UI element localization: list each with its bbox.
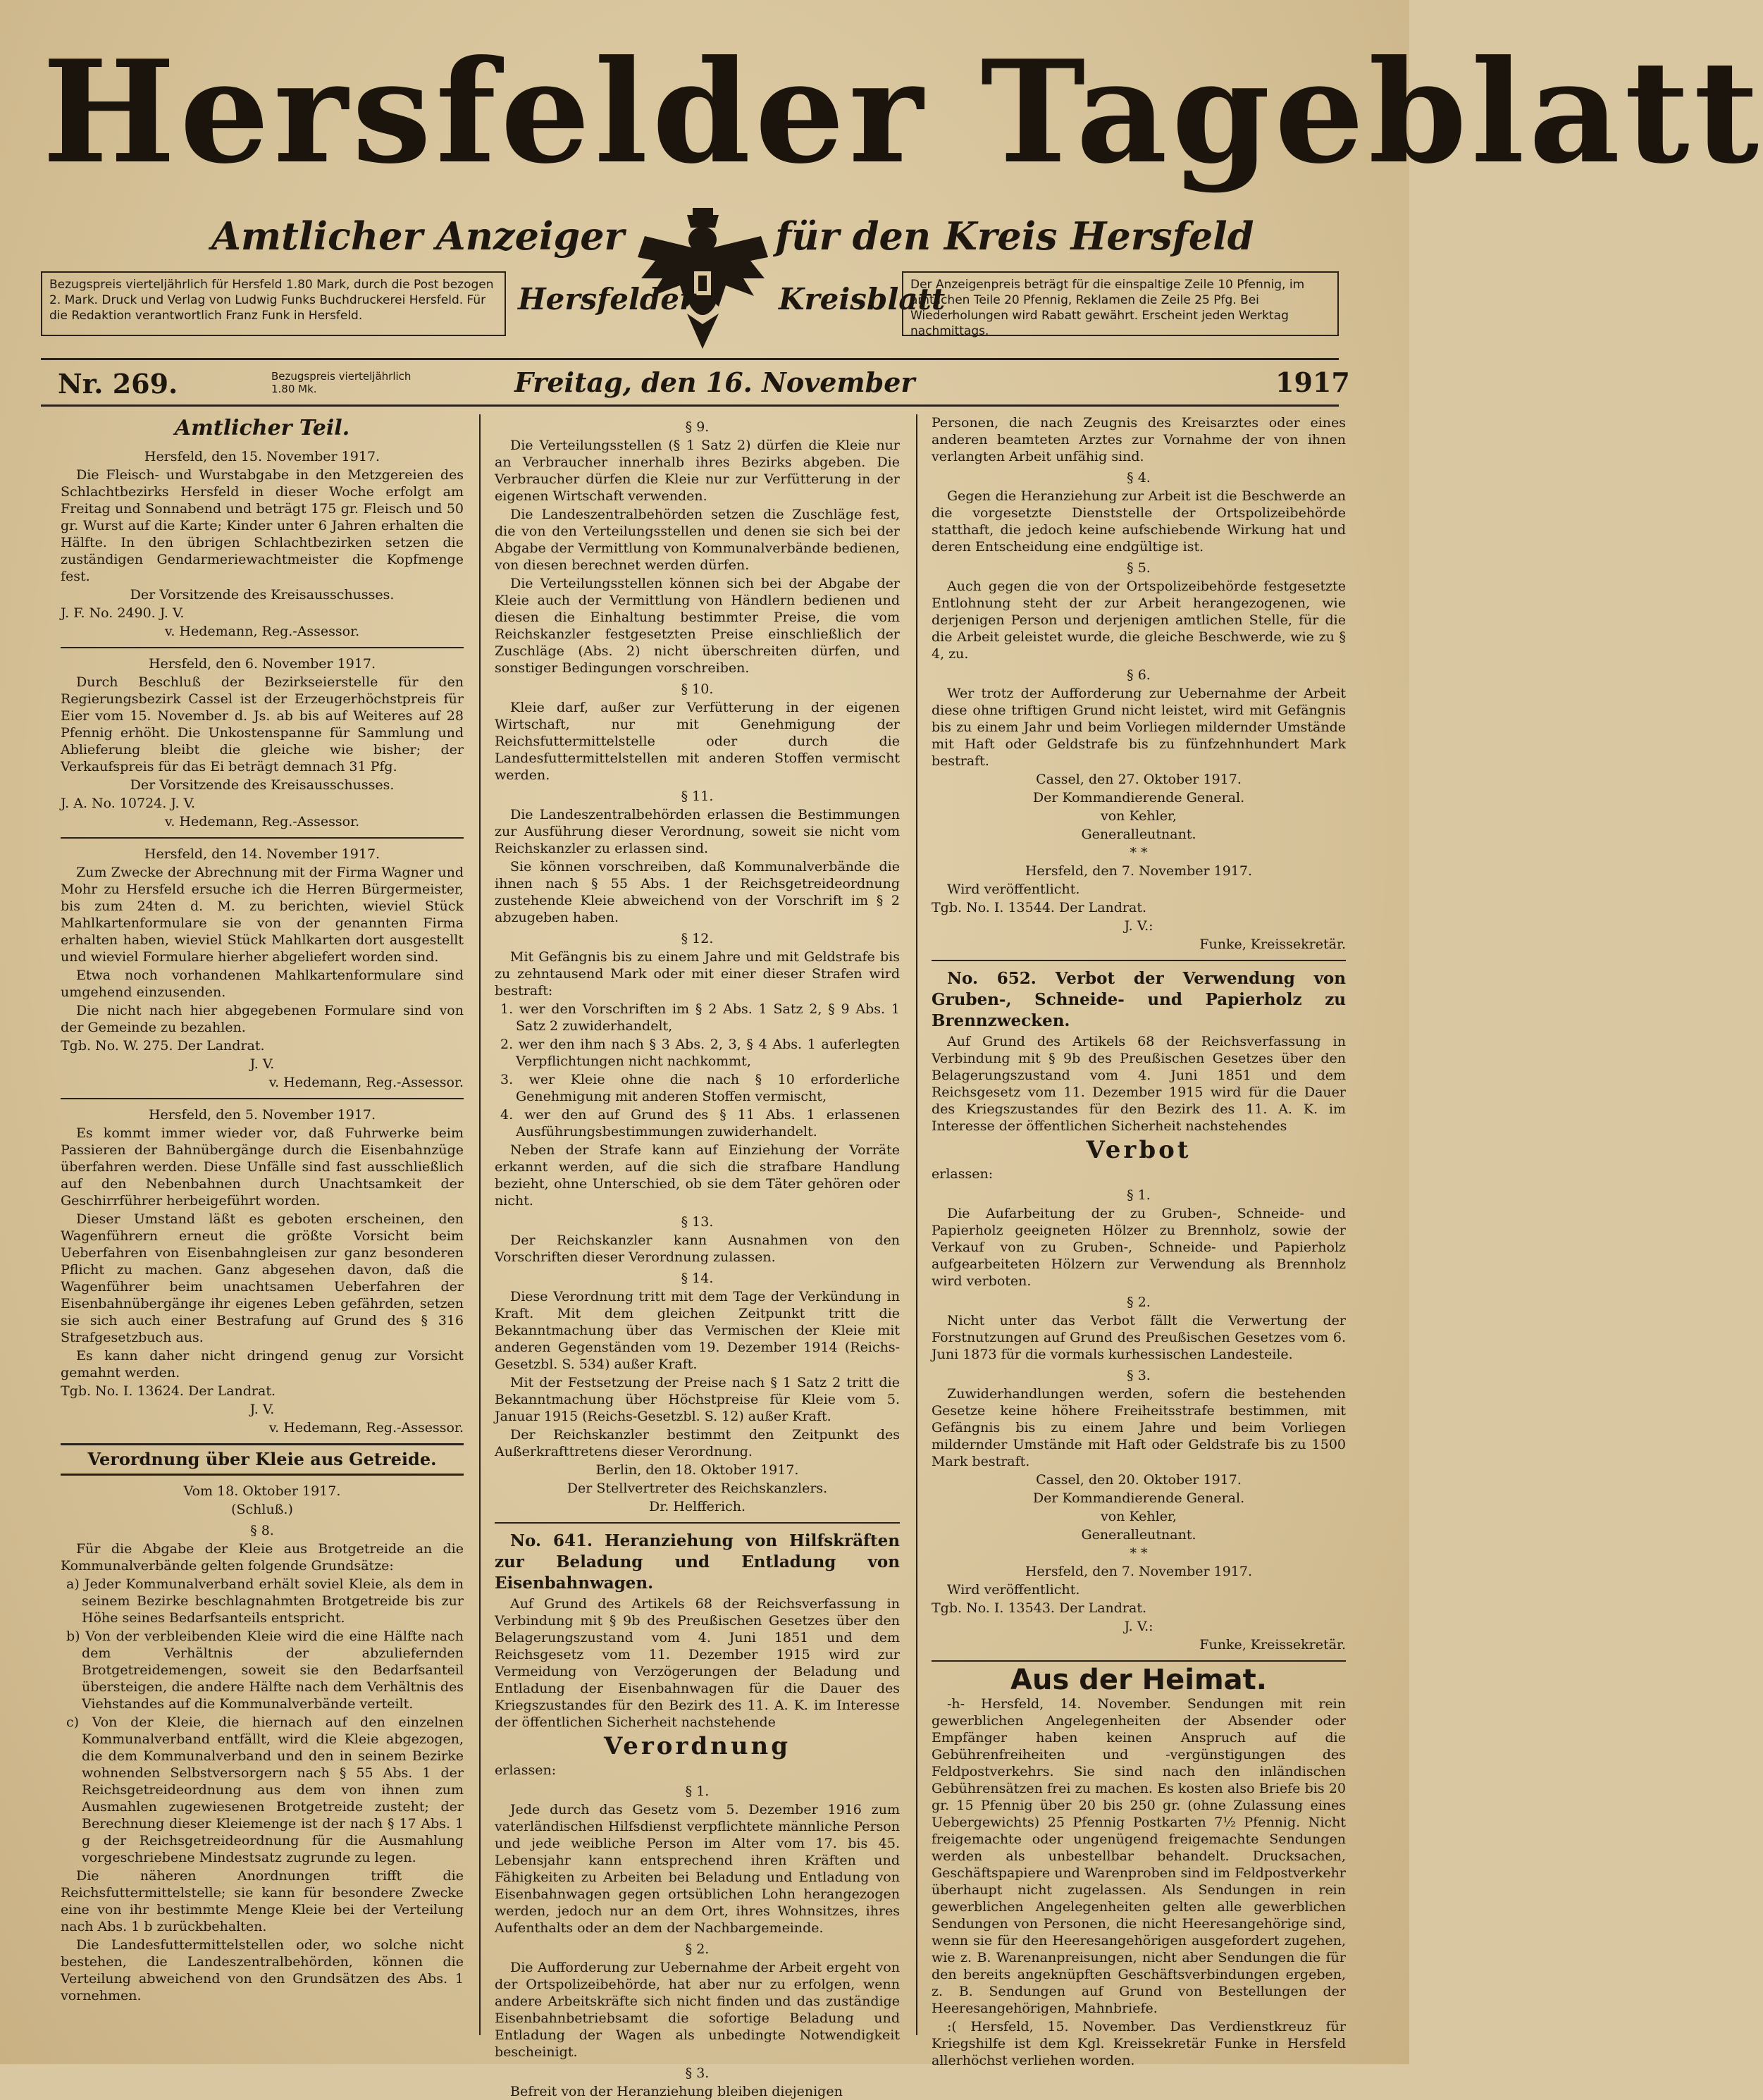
newspaper-title: Hersfelder Tageblatt: [42, 30, 1763, 195]
dateline: Berlin, den 18. Oktober 1917.: [595, 1462, 799, 1478]
penalty-list: [495, 1001, 900, 1140]
article-text: Neben der Strafe kann auf Einziehung der Vorräte erkannt werden, auf die sich die strafbare Handlung bezieht, ohne Unterschied, ob sie dem Täter gehören oder nicht.: [495, 1142, 900, 1209]
dateline: Hersfeld, den 7. November 1917.: [1025, 863, 1253, 879]
signature: Generalleutnant.: [1081, 1527, 1196, 1543]
date-rule: [41, 404, 1339, 407]
separator: [61, 1098, 464, 1099]
paragraph-number: § 1.: [685, 1784, 710, 1799]
list-item: b) Von der verbleibenden Kleie wird die eine Hälfte nach dem Verhältnis der abzuliefernden Brotgetreidemengen, soweit sie den Bedarfsanteil übersteigen, die andere Hälfte nach dem Verhältnis des Viehstandes auf die Kommunalverbände verteilt.: [66, 1629, 464, 1712]
article-text: Jede durch das Gesetz vom 5. Dezember 1916 zum vaterländischen Hilfsdienst verpflichtete männliche Person und jede weibliche Person im Alter vom 17. bis 45. Lebensjahr kann entsprechend ihren Kräften und Fähigkeiten zu Arbeiten bei Beladung und Entladung von Eisenbahnwagen gegen ortsüblichen Lohn herangezogen werden, jedoch nur an dem Ort, ihres Wohnsitzes, ihres Aufenthalts oder an dem der Nachbargemeinde.: [495, 1802, 900, 1936]
signature: Dr. Helfferich.: [648, 1499, 746, 1514]
article-text: Die nicht nach hier abgegebenen Formulare sind von der Gemeinde zu bezahlen.: [61, 1003, 464, 1035]
issue-price: [271, 370, 411, 395]
paragraph-number: § 11.: [681, 789, 714, 804]
issue-number: Nr. 269.: [58, 368, 178, 400]
kreisblatt-label-right: Kreisblatt: [779, 282, 946, 316]
paragraph-number: § 3.: [1127, 1368, 1151, 1383]
signature: Der Stellvertreter des Reichskanzlers.: [567, 1481, 828, 1496]
article-text: Wer trotz der Aufforderung zur Uebernahme der Arbeit diese ohne triftigen Grund nicht leistet, wird mit Gefängnis bis zu einem Jahr und beim Vorliegen mildernder Umstände mit Haft oder Geldstrafe bis zu fünfzehnhundert Mark bestraft.: [932, 686, 1346, 769]
article-text: Wird veröffentlicht.: [947, 882, 1080, 897]
dateline: Hersfeld, den 14. November 1917.: [144, 846, 381, 862]
verbot-title: Verbot: [1086, 1136, 1192, 1164]
verordnung-heading: Verordnung über Kleie aus Getreide.: [61, 1443, 464, 1476]
signature: v. Hedemann, Reg.-Assessor.: [268, 1075, 464, 1090]
section-heading-heimat: Aus der Heimat.: [1010, 1664, 1267, 1696]
signature: Funke, Kreissekretär.: [1199, 937, 1346, 952]
signature: J. V.: [249, 1402, 275, 1417]
signature: J. V.: [249, 1056, 275, 1072]
article-text: Die Aufarbeitung der zu Gruben-, Schneide- und Papierholz geeigneten Hölzer zu Brennholz, sowie der Verkauf von zu Gruben-, Schneide- und Papierholz aufgearbeiteten Hölzern zur Verwendung als Brennholz wird verboten.: [932, 1206, 1346, 1289]
column-divider-2: [916, 414, 917, 2035]
paragraph-number: § 8.: [250, 1523, 274, 1538]
article-text: Etwa noch vorhandenen Mahlkartenformulare sind umgehend einzusenden.: [61, 968, 464, 1000]
article-text: Personen, die nach Zeugnis des Kreisarztes oder eines anderen beamteten Arztes zur Vornahme der von ihnen verlangten Arbeit unfähig sind.: [932, 415, 1346, 464]
article-text: Der Reichskanzler bestimmt den Zeitpunkt des Außerkrafttretens dieser Verordnung.: [495, 1427, 900, 1459]
paragraph-number: § 12.: [681, 931, 714, 946]
signature: J. V.:: [1124, 1619, 1153, 1634]
paragraph-number: § 14.: [681, 1271, 714, 1286]
verordnung-schluss: (Schluß.): [231, 1502, 293, 1517]
article-text: Befreit von der Heranziehung bleiben diejenigen: [510, 2084, 843, 2099]
star-divider: * *: [1130, 845, 1148, 860]
signature: v. Hedemann, Reg.-Assessor.: [164, 814, 360, 829]
article-text: Nicht unter das Verbot fällt die Verwertung der Forstnutzungen auf Grund des Preußischen Gesetzes vom 6. Juni 1873 für die vormals kurhessischen Landesteile.: [932, 1313, 1346, 1362]
article-text: Die näheren Anordnungen trifft die Reichsfuttermittelstelle; sie kann für besondere Zwecke eine von ihr bestimmte Menge Kleie bei der Verteilung nach Abs. 1 b zurückbehalten.: [61, 1868, 464, 1934]
signature: Funke, Kreissekretär.: [1199, 1637, 1346, 1653]
article-text: Es kommt immer wieder vor, daß Fuhrwerke beim Passieren der Bahnübergänge durch die Eisenbahnzüge überfahren werden. Diese Unfälle sind fast ausschließlich auf den Nebenbahnen durch Unachtsamkeit der Geschirrführer herbeigeführt worden.: [61, 1125, 464, 1209]
separator: [495, 1522, 900, 1524]
erlassen-label: erlassen:: [932, 1166, 994, 1182]
separator: [932, 960, 1346, 961]
notice-heading-652: No. 652. Verbot der Verwendung von Gruben-, Schneide- und Papierholz zu Brennzwecken.: [932, 969, 1346, 1030]
separator: [61, 837, 464, 839]
article-text: -h- Hersfeld, 14. November. Sendungen mit rein gewerblichen Angelegenheiten der Absender oder Empfänger haben keinen Anspruch auf die Gebührenfreiheiten und -vergünstigungen des Feldpostverkehrs. Sie sind nach den inländischen Gebührensätzen frei zu machen. Es kosten also Briefe bis 20 gr. 15 Pfennig über 20 bis 250 gr. (ohne Zulassung eines Uebergewichts) 25 Pfennig Postkarten 7½ Pfennig. Nicht freigemachte oder ungenügend freigemachte Sendungen werden als unbestellbar behandelt. Drucksachen, Geschäftspapiere und Warenproben sind im Feldpostverkehr überhaupt nicht zugelassen. Als Sendungen in rein gewerblichen Angelegenheiten gelten alle gewerblichen Sendungen von Personen, die nicht Heeresangehörige sind, wenn sie für den Heeresangehörigen ausgefordert zugehen, wie z. B. Warenanpreisungen, nicht aber Sendungen die für den bereits angeknüpften Geschäftsverbindungen ergeben, z. B. Sendungen auf Grund von Bestellungen der Heeresangehörigen, Mahnbriefe.: [932, 1696, 1346, 2016]
article-text: Mit der Festsetzung der Preise nach § 1 Satz 2 tritt die Bekanntmachung über Höchstpreise für Kleie vom 5. Januar 1915 (Reichs-Gesetzbl. S. 12) außer Kraft.: [495, 1375, 900, 1424]
issue-year: 1917: [1275, 366, 1350, 398]
star-divider: * *: [1130, 1545, 1148, 1561]
list-item: 3. wer Kleie ohne die nach § 10 erforderliche Genehmigung mit anderen Stoffen vermischt,: [500, 1072, 900, 1104]
article-text: Auch gegen die von der Ortspolizeibehörde festgesetzte Entlohnung steht der zur Arbeit herangezogenen, wie derjenigen Person und derjenigen amtlichen Stelle, für die die Arbeit geleistet wurde, die gleiche Beschwerde, wie zu § 4, zu.: [932, 579, 1346, 662]
signature: von Kehler,: [1101, 808, 1177, 824]
dateline: Cassel, den 20. Oktober 1917.: [1036, 1472, 1242, 1488]
issue-price-line1: Bezugspreis vierteljährlich: [271, 370, 412, 383]
verordnung-date: Vom 18. Oktober 1917.: [183, 1483, 341, 1499]
paragraph-number: § 2.: [1127, 1295, 1151, 1310]
column-divider-1: [479, 414, 481, 2035]
article-text: Es kann daher nicht dringend genug zur Vorsicht gemahnt werden.: [61, 1348, 464, 1381]
paragraph-number: § 9.: [685, 419, 710, 435]
list-item: a) Jeder Kommunalverband erhält soviel Kleie, als dem in seinem Bezirke beschlagnahmten Brotgetreide bis zur Höhe seines Bedarfsanteils entspricht.: [66, 1576, 464, 1626]
article-text: Kleie darf, außer zur Verfütterung in der eigenen Wirtschaft, nur mit Genehmigung der Reichsfuttermittelstelle oder durch die Landesfuttermittelstellen mit anderen Stoffen vermischt werden.: [495, 700, 900, 783]
reference: Tgb. No. I. 13543. Der Landrat.: [932, 1600, 1147, 1616]
article-text: Die Verteilungsstellen können sich bei der Abgabe der Kleie auch der Vermittlung von Händlern bedienen und diesen die Einhaltung bestimmter Preise, die vom Reichskanzler festgesetzten Preise einschließlich der Zuschläge (Abs. 2) nicht überschreiten dürfen, und sonstiger Bedingungen vorschreiben.: [495, 576, 900, 676]
dateline: Cassel, den 27. Oktober 1917.: [1036, 772, 1242, 787]
reference: J. A. No. 10724. J. V.: [61, 796, 196, 811]
paragraph-number: § 2.: [685, 1941, 710, 1957]
paragraph-number: § 5.: [1127, 560, 1151, 576]
rule-list: [61, 1576, 464, 1866]
article-text: Die Fleisch- und Wurstabgabe in den Metzgereien des Schlachtbezirks Hersfeld in dieser Woche erfolgt am Freitag und Sonnabend und beträgt 175 gr. Fleisch und 50 gr. Wurst auf die Karte; Kinder unter 6 Jahren erhalten die Hälfte. In den übrigen Schlachtbezirken setzen die zuständigen Gendarmeriewachtmeister die Kopfmenge fest.: [61, 467, 464, 584]
article-text: Durch Beschluß der Bezirkseierstelle für den Regierungsbezirk Cassel ist der Erzeugerhöchstpreis für Eier vom 15. November d. Js. ab bis auf Weiteres auf 28 Pfennig erhöht. Die Unkostenspanne für Sammlung und Ablieferung bleibt die gleiche wie bisher; der Verkaufspreis für das Ei beträgt demnach 31 Pfg.: [61, 674, 464, 774]
paragraph-number: § 10.: [681, 681, 714, 697]
reference: Tgb. No. I. 13624. Der Landrat.: [61, 1383, 276, 1399]
separator: [932, 1660, 1346, 1662]
reference: J. F. No. 2490. J. V.: [61, 605, 185, 621]
dateline: Hersfeld, den 7. November 1917.: [1025, 1564, 1253, 1579]
paragraph-number: § 1.: [1127, 1187, 1151, 1203]
signature: v. Hedemann, Reg.-Assessor.: [268, 1420, 464, 1435]
column-2: [495, 414, 900, 2099]
signature: Generalleutnant.: [1081, 827, 1196, 842]
signature: v. Hedemann, Reg.-Assessor.: [164, 624, 360, 639]
article-text: Zuwiderhandlungen werden, sofern die bestehenden Gesetze keine höhere Freiheitsstrafe bestimmen, mit Gefängnis bis zu einem Jahre und beim Vorliegen mildernder Umstände mit Haft oder Geldstrafe bis zu 1500 Mark bestraft.: [932, 1386, 1346, 1469]
signature: J. V.:: [1124, 918, 1153, 934]
article-text: Diese Verordnung tritt mit dem Tage der Verkündung in Kraft. Mit dem gleichen Zeitpunkt tritt die Bekanntmachung über das Vermischen der Kleie mit anderen Gegenständen vom 19. Dezember 1914 (Reichs-Gesetzbl. S. 534) außer Kraft.: [495, 1289, 900, 1372]
top-rule: [41, 358, 1339, 360]
article-text: Gegen die Heranziehung zur Arbeit ist die Beschwerde an die vorgesetzte Dienststelle der Ortspolizeibehörde statthaft, die jedoch keine aufschiebende Wirkung hat und deren Entscheidung eine endgültige ist.: [932, 488, 1346, 555]
article-text: Zum Zwecke der Abrechnung mit der Firma Wagner und Mohr zu Hersfeld ersuche ich die Herren Bürgermeister, bis zum 24ten d. M. zu berichten, wieviel Stück Mahlkartenformulare sie von der genannten Firma erhalten haben, wieviel Stück Mahlkarten dort ausgestellt und wieviel Formulare hierher abgeliefert worden sind.: [61, 865, 464, 965]
article-text: Mit Gefängnis bis zu einem Jahre und mit Geldstrafe bis zu zehntausend Mark oder mit einer dieser Strafen wird bestraft:: [495, 949, 900, 999]
paragraph-number: § 6.: [1127, 667, 1151, 683]
column-3: [932, 414, 1346, 2068]
signature: Der Kommandierende General.: [1032, 790, 1245, 805]
advertising-price-box: Der Anzeigenpreis beträgt für die einspaltige Zeile 10 Pfennig, im amtlichen Teile 20 Pfennig, Reklamen die Zeile 25 Pfg. Bei Wiederholungen wird Rabatt gewährt. Erscheint jeden Werktag nachmittags.: [902, 271, 1339, 336]
article-text: Die Landesfuttermittelstellen oder, wo solche nicht bestehen, die Landeszentralbehörden, können die Verteilung abweichend von den Grundsätzen des Abs. 1 vornehmen.: [61, 1937, 464, 2003]
article-text: Für die Abgabe der Kleie aus Brotgetreide an die Kommunalverbände gelten folgende Grundsätze:: [61, 1541, 464, 1574]
issue-date: Freitag, den 16. November: [514, 366, 915, 398]
column-1: [61, 414, 464, 2035]
paragraph-number: § 4.: [1127, 470, 1151, 486]
subtitle-right: für den Kreis Hersfeld: [775, 214, 1254, 259]
subtitle-left: Amtlicher Anzeiger: [211, 214, 625, 259]
article-text: Die Landeszentralbehörden setzen die Zuschläge fest, die von den Verteilungsstellen und denen sie sich bei der Abgabe der Vermittlung von Kommunalverbände bedienen, von diesen berechnet werden dürfen.: [495, 507, 900, 573]
list-item: 4. wer den auf Grund des § 11 Abs. 1 erlassenen Ausführungsbestimmungen zuwiderhandelt.: [500, 1107, 900, 1139]
signature: Der Vorsitzende des Kreisausschusses.: [130, 587, 395, 603]
kreisblatt-label-left: Hersfelder: [518, 282, 695, 316]
paragraph-number: § 3.: [685, 2065, 710, 2081]
article-text: Die Verteilungsstellen (§ 1 Satz 2) dürfen die Kleie nur an Verbraucher innerhalb ihres Bezirks abgeben. Die Verbraucher dürfen die Kleie nur zur Verfütterung in der eigenen Wirtschaft verwenden.: [495, 438, 900, 504]
signature: von Kehler,: [1101, 1509, 1177, 1524]
reference: Tgb. No. I. 13544. Der Landrat.: [932, 900, 1147, 915]
section-heading-amtlich: Amtlicher Teil.: [174, 416, 350, 440]
dateline: Hersfeld, den 15. November 1917.: [144, 449, 381, 464]
dateline: Hersfeld, den 6. November 1917.: [148, 656, 376, 672]
subscription-price-box: Bezugspreis vierteljährlich für Hersfeld 1.80 Mark, durch die Post bezogen 2. Mark. Druck und Verlag von Ludwig Funks Buchdruckerei Hersfeld. Für die Redaktion verantwortlich Franz Funk in Hersfeld.: [41, 271, 506, 336]
article-text: Der Reichskanzler kann Ausnahmen von den Vorschriften dieser Verordnung zulassen.: [495, 1233, 900, 1265]
article-text: :( Hersfeld, 15. November. Das Verdienstkreuz für Kriegshilfe ist dem Kgl. Kreissekretär Funke in Hersfeld allerhöchst verliehen worden.: [932, 2019, 1346, 2068]
verordnung-title: Verordnung: [603, 1732, 791, 1760]
list-item: 1. wer den Vorschriften im § 2 Abs. 1 Satz 2, § 9 Abs. 1 Satz 2 zuwiderhandelt,: [500, 1001, 900, 1034]
imperial-eagle-icon: [638, 208, 768, 352]
article-text: Die Aufforderung zur Uebernahme der Arbeit ergeht von der Ortspolizeibehörde, hat aber nur zu erfolgen, wenn andere Arbeitskräfte sich nicht finden und das zuständige Eisenbahnbetriebsamt die sofortige Beladung und Entladung der Wagen als unbedingte Notwendigkeit bescheinigt.: [495, 1960, 900, 2060]
notice-heading-641: No. 641. Heranziehung von Hilfskräften zur Beladung und Entladung von Eisenbahnwagen.: [495, 1531, 900, 1593]
list-item: c) Von der Kleie, die hiernach auf den einzelnen Kommunalverband entfällt, wird die Kleie abgezogen, die dem Kommunalverband und den in seinem Bezirke wohnenden Selbstversorgern nach § 55 Abs. 1 der Reichsgetreideordnung aus dem von ihnen zum Ausmahlen zugewiesenen Brotgetreide zusteht; der Berechnung dieser Kleiemenge ist der nach § 17 Abs. 1 g der Reichsgetreideordnung für die Ausmahlung vorgeschriebene Mindestsatz zugrunde zu legen.: [66, 1715, 464, 1865]
article-text: Auf Grund des Artikels 68 der Reichsverfassung in Verbindung mit § 9b des Preußischen Gesetzes über den Belagerungszustand vom 4. Juni 1851 und dem Reichsgesetz vom 11. Dezember 1915 wird für die Dauer des Kriegszustandes für den Bezirk des 11. A. K. im Interesse der öffentlichen Sicherheit nachstehendes: [932, 1034, 1346, 1134]
article-text: Wird veröffentlicht.: [947, 1582, 1080, 1598]
article-text: Dieser Umstand läßt es geboten erscheinen, den Wagenführern erneut die größte Vorsicht beim Ueberfahren von Eisenbahngleisen zur ganz besonderen Pflicht zu machen. Ganz abgesehen davon, daß die Wagenführer beim unachtsamen Ueberfahren der Eisenbahnübergänge ihr eigenes Leben gefährden, setzen sie sich auch einer Bestrafung auf Grund des § 316 Strafgesetzbuch aus.: [61, 1211, 464, 1345]
signature: Der Vorsitzende des Kreisausschusses.: [130, 777, 395, 793]
article-text: Sie können vorschreiben, daß Kommunalverbände die ihnen nach § 55 Abs. 1 der Reichsgetreideordnung zustehende Kleie abweichend von der Vorschrift im § 2 abzugeben haben.: [495, 859, 900, 925]
paragraph-number: § 13.: [681, 1214, 714, 1230]
issue-price-line2: 1.80 Mk.: [271, 383, 317, 395]
list-item: 2. wer den ihm nach § 3 Abs. 2, 3, § 4 Abs. 1 auferlegten Verpflichtungen nicht nachkommt,: [500, 1037, 900, 1069]
article-text: Die Landeszentralbehörden erlassen die Bestimmungen zur Ausführung dieser Verordnung, soweit sie nicht vom Reichskanzler zu erlassen sind.: [495, 807, 900, 856]
separator: [61, 647, 464, 648]
article-text: Auf Grund des Artikels 68 der Reichsverfassung in Verbindung mit § 9b des Preußischen Gesetzes über den Belagerungszustand vom 4. Juni 1851 und dem Reichsgesetz vom 11. Dezember 1915 wird zur Vermeidung von Verzögerungen der Beladung und Entladung der Eisenbahnwagen für die Dauer des Kriegszustandes für den Bezirk des 11. A. K. im Interesse der öffentlichen Sicherheit nachstehende: [495, 1596, 900, 1730]
dateline: Hersfeld, den 5. November 1917.: [148, 1107, 376, 1123]
reference: Tgb. No. W. 275. Der Landrat.: [61, 1038, 265, 1054]
signature: Der Kommandierende General.: [1032, 1490, 1245, 1506]
erlassen-label: erlassen:: [495, 1762, 557, 1778]
